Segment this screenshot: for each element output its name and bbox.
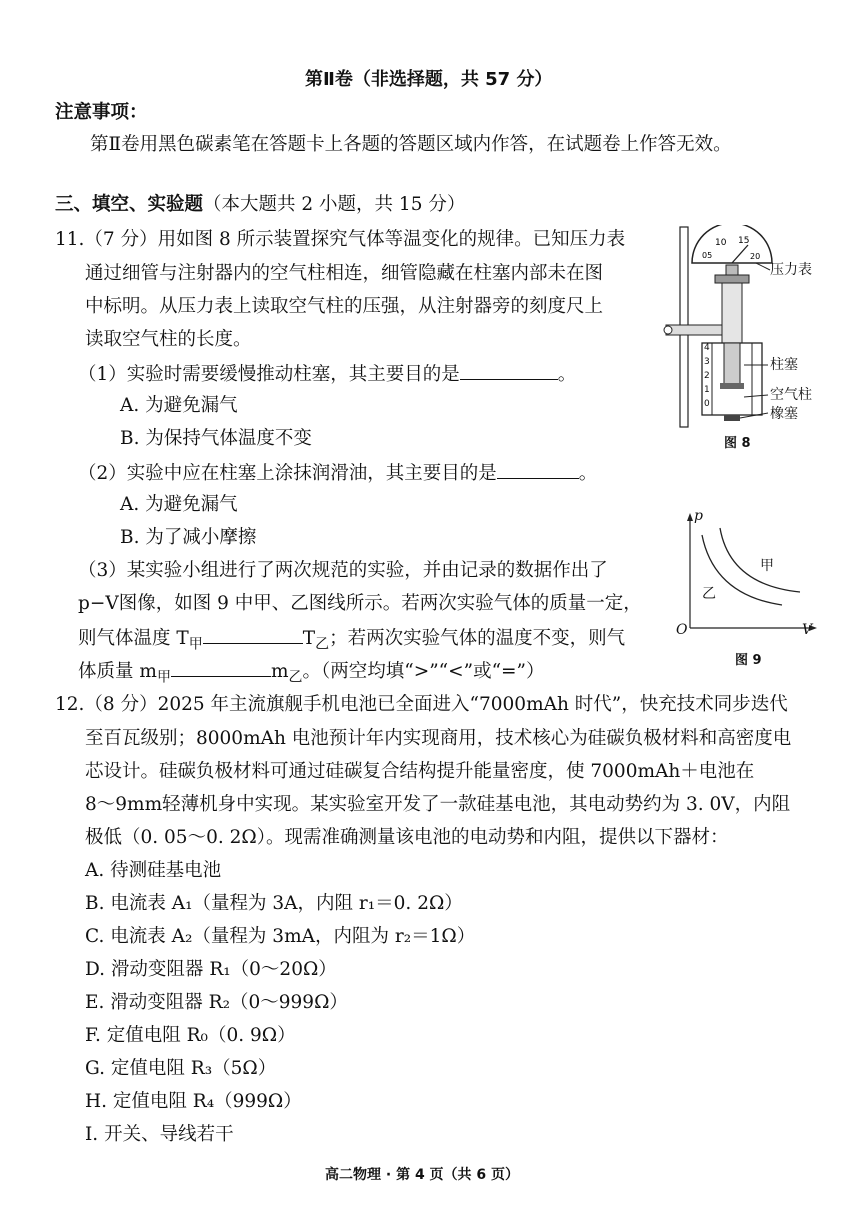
q11-sub3-line-3-end: ；若两次实验气体的温度不变，则气 <box>329 628 626 649</box>
q11-sub3-line-2: p−V图像，如图 9 中甲、乙图线所示。若两次实验气体的质量一定， <box>78 593 642 614</box>
q11-sub3-line-1: （3）某实验小组进行了两次规范的实验，并由记录的数据作出了 <box>78 560 608 581</box>
dial-mark-10: 10 <box>715 238 727 248</box>
pv-graph <box>672 510 822 640</box>
answer-blank-1[interactable] <box>460 361 558 380</box>
dial-mark-05: 05 <box>702 251 713 260</box>
figure-9-caption: 图 9 <box>735 653 762 668</box>
q12-line-5: 极低（0. 05～0. 2Ω）。现需准确测量该电池的电动势和内阻，提供以下器材： <box>85 827 729 848</box>
q12-option-g: G. 定值电阻 R₃（5Ω） <box>85 1058 277 1079</box>
curve-yi-label: 乙 <box>702 586 716 602</box>
q11-sub3-line-3 <box>78 625 625 657</box>
q11-line-1: 11.（7 分）用如图 8 所示装置探究气体等温变化的规律。已知压力表 <box>55 229 626 250</box>
dial-mark-15: 15 <box>738 236 750 246</box>
scale-mark-2: 2 <box>704 371 710 381</box>
q11-sub2-end: 。 <box>578 463 598 484</box>
q12-option-b: B. 电流表 A₁（量程为 3A，内阻 r₁＝0. 2Ω） <box>85 893 463 914</box>
mass-label-a: 体质量 m <box>78 661 157 682</box>
q11-sub1-end: 。 <box>557 364 577 385</box>
part3-title: 三、填空、实验题 <box>55 194 204 215</box>
temp-sub-a: 甲 <box>188 636 203 653</box>
answer-blank-4[interactable] <box>171 658 271 677</box>
q11-line-2: 通过细管与注射器内的空气柱相连，细管隐藏在柱塞内部未在图 <box>85 263 604 284</box>
temp-label-b: T <box>302 628 316 649</box>
figure-9 <box>672 510 822 640</box>
q12-line-2: 至百瓦级别；8000mAh 电池预计年内实现商用，技术核心为硅碳负极材料和高密度电 <box>85 728 792 749</box>
curve-jia-label: 甲 <box>760 558 774 574</box>
q11-sub3-line-4-end: 。（两空均填“>”“<”或“=”） <box>302 661 545 682</box>
q12-option-a: A. 待测硅基电池 <box>85 860 222 881</box>
scale-mark-1: 1 <box>704 385 710 395</box>
y-axis-label: p <box>694 508 703 524</box>
figure-8 <box>660 225 830 435</box>
part3-heading <box>55 193 465 217</box>
page-footer: 高二物理 · 第 4 页（共 6 页） <box>325 1167 520 1183</box>
q11-sub1-option-a: A. 为避免漏气 <box>120 395 238 416</box>
q11-sub1-stem <box>78 361 576 387</box>
q11-sub1-option-b: B. 为保持气体温度不变 <box>120 428 312 449</box>
label-gauge: 压力表 <box>770 262 812 278</box>
q11-line-3: 中标明。从压力表上读取空气柱的压强，从注射器旁的刻度尺上 <box>85 296 604 317</box>
part3-note: （本大题共 2 小题，共 15 分） <box>203 194 466 215</box>
q12-option-c: C. 电流表 A₂（量程为 3mA，内阻为 r₂＝1Ω） <box>85 926 476 947</box>
scale-mark-3: 3 <box>704 357 710 367</box>
q11-sub2-text: （2）实验中应在柱塞上涂抹润滑油，其主要目的是 <box>78 463 497 484</box>
label-air-column: 空气柱 <box>770 387 812 403</box>
answer-blank-3[interactable] <box>203 625 303 644</box>
q11-sub2-option-b: B. 为了减小摩擦 <box>120 527 257 548</box>
notice-text: 第Ⅱ卷用黑色碳素笔在答题卡上各题的答题区域内作答，在试题卷上作答无效。 <box>90 134 732 155</box>
q11-sub1-text: （1）实验时需要缓慢推动柱塞，其主要目的是 <box>78 364 460 385</box>
temp-label-a: 则气体温度 T <box>78 628 189 649</box>
q11-sub2-stem <box>78 460 597 486</box>
q12-option-i: I. 开关、导线若干 <box>85 1124 234 1145</box>
section-title: 第Ⅱ卷（非选择题，共 57 分） <box>305 69 553 90</box>
notice-heading: 注意事项： <box>55 102 148 123</box>
mass-sub-a: 甲 <box>156 669 171 686</box>
dial-mark-20: 20 <box>750 252 761 261</box>
x-axis-label: V <box>802 622 813 638</box>
q12-option-d: D. 滑动变阻器 R₁（0～20Ω） <box>85 959 337 980</box>
q12-option-f: F. 定值电阻 R₀（0. 9Ω） <box>85 1025 296 1046</box>
scale-mark-4: 4 <box>704 343 710 353</box>
figure-8-caption: 图 8 <box>724 436 751 451</box>
label-plunger: 柱塞 <box>770 357 798 373</box>
q12-line-3: 芯设计。硅碳负极材料可通过硅碳复合结构提升能量密度，使 7000mAh＋电池在 <box>85 761 755 782</box>
q12-option-h: H. 定值电阻 R₄（999Ω） <box>85 1091 302 1112</box>
q12-option-e: E. 滑动变阻器 R₂（0～999Ω） <box>85 992 348 1013</box>
scale-mark-0: 0 <box>704 399 710 409</box>
origin-label: O <box>676 622 688 638</box>
q11-sub3-line-4 <box>78 658 545 690</box>
mass-sub-b: 乙 <box>288 669 303 686</box>
label-stopper: 橡塞 <box>770 406 798 422</box>
q11-sub2-option-a: A. 为避免漏气 <box>120 494 238 515</box>
q12-line-4: 8～9mm轻薄机身中实现。某实验室开发了一款硅基电池，其电动势约为 3. 0V，内阻 <box>85 794 791 815</box>
temp-sub-b: 乙 <box>315 636 330 653</box>
q11-line-4: 读取空气柱的长度。 <box>85 329 252 350</box>
q12-line-1: 12.（8 分）2025 年主流旗舰手机电池已全面进入“7000mAh 时代”，快充技术同步迭代 <box>55 694 788 715</box>
answer-blank-2[interactable] <box>497 460 579 479</box>
mass-label-b: m <box>270 661 289 682</box>
